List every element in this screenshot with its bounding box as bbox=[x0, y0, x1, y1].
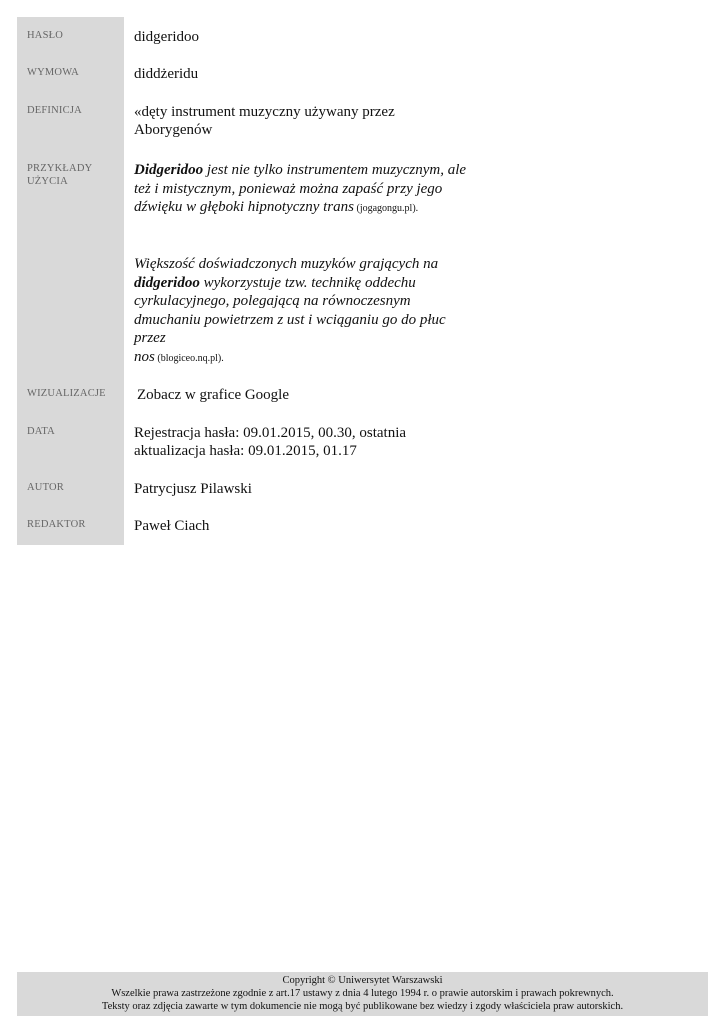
value-definicja bbox=[134, 103, 395, 139]
example-1-line-3: dźwięku w głęboki hipnotyczny trans bbox=[134, 199, 354, 215]
example-1-source-open: ( bbox=[353, 203, 360, 214]
example-2-headword: didgeridoo bbox=[134, 274, 200, 291]
definicja-line-1: «dęty instrument muzyczny używany przez bbox=[134, 104, 395, 120]
example-2-line-4: dmuchaniu powietrzem z ust i wciąganiu go do płuc przez bbox=[134, 311, 446, 346]
example-2-source-open: ( bbox=[154, 352, 161, 364]
example-2 bbox=[134, 255, 474, 368]
value-data bbox=[134, 424, 406, 460]
example-1-headword: Didgeridoo bbox=[134, 162, 204, 178]
footer-line-1: Copyright © Uniwersytet Warszawski bbox=[282, 975, 443, 986]
label-przyklady bbox=[27, 162, 92, 188]
example-2-line-2: wykorzystuje tzw. technikę oddechu bbox=[199, 274, 416, 291]
data-line-1: Rejestracja hasła: 09.01.2015, 00.30, ostatnia bbox=[134, 425, 407, 441]
example-1-source-close: ). bbox=[412, 203, 419, 214]
value-haslo: didgeridoo bbox=[134, 29, 199, 45]
label-definicja: DEFINICJA bbox=[27, 105, 82, 116]
definicja-line-2: Aborygenów bbox=[134, 122, 213, 138]
example-2-source: blogiceo.nq.pl bbox=[160, 352, 218, 364]
label-wymowa: WYMOWA bbox=[27, 67, 79, 78]
label-redaktor: REDAKTOR bbox=[27, 519, 86, 530]
example-2-line-3: cyrkulacyjnego, polegającą na równoczesnym bbox=[134, 293, 411, 309]
przyklady-label-line-2: UŻYCIA bbox=[27, 176, 68, 187]
copyright-footer bbox=[17, 972, 708, 1016]
label-data: DATA bbox=[27, 426, 55, 437]
value-wymowa: diddżeridu bbox=[134, 66, 199, 82]
przyklady-label-line-1: PRZYKŁADY bbox=[27, 163, 93, 174]
label-haslo: HASŁO bbox=[27, 30, 64, 41]
example-1 bbox=[134, 161, 474, 219]
example-2-line-1: Większość doświadczonych muzyków grających na bbox=[134, 256, 439, 272]
value-redaktor: Paweł Ciach bbox=[134, 518, 210, 534]
value-autor: Patrycjusz Pilawski bbox=[134, 481, 252, 497]
labels-sidebar bbox=[17, 17, 124, 545]
example-1-line-2: też i mistycznym, ponieważ można zapaść przy jego bbox=[134, 180, 443, 197]
example-2-line-5: nos bbox=[134, 348, 155, 365]
example-1-line-1: jest nie tylko instrumentem muzycznym, ale bbox=[203, 162, 467, 178]
label-wizualizacje: WIZUALIZACJE bbox=[27, 388, 106, 399]
google-images-link[interactable]: Zobacz w grafice Google bbox=[137, 387, 290, 403]
footer-line-2: Wszelkie prawa zastrzeżone zgodnie z art.17 ustawy z dnia 4 lutego 1994 r. o prawie autorskim i prawach pokrewnych. bbox=[111, 988, 614, 999]
example-2-source-close: ). bbox=[217, 352, 224, 364]
data-line-2: aktualizacja hasła: 09.01.2015, 01.17 bbox=[134, 443, 357, 459]
label-autor: AUTOR bbox=[27, 482, 64, 493]
footer-line-3: Teksty oraz zdjęcia zawarte w tym dokumencie nie mogą być publikowane bez wiedzy i zgody właściciela praw autorskich. bbox=[101, 1001, 624, 1012]
example-1-source: jogagongu.pl bbox=[359, 203, 413, 214]
